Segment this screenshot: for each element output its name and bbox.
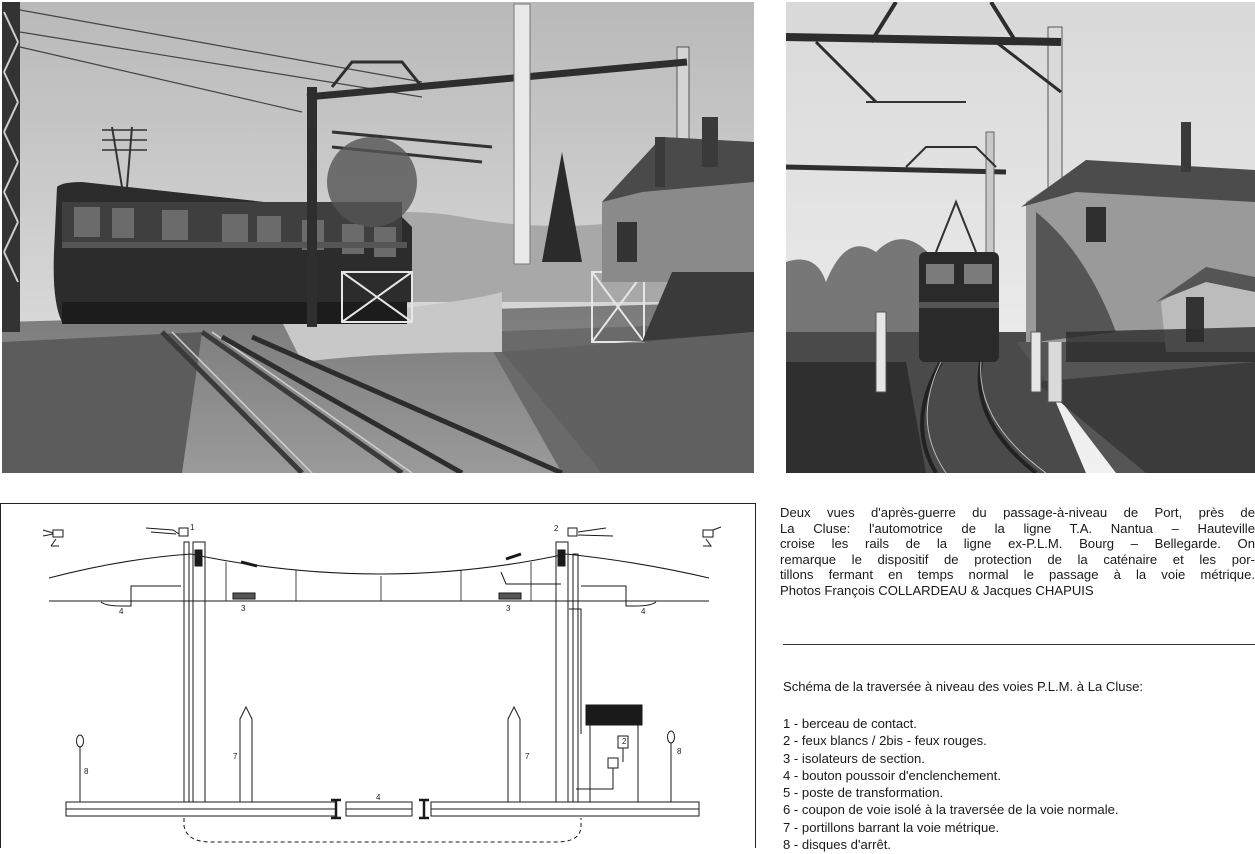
legend-item: 5 - poste de transformation. xyxy=(783,785,944,801)
legend-item: 7 - portillons barrant la voie métrique. xyxy=(783,819,1000,835)
legend-item: 6 - coupon de voie isolé à la traversée de la voie normale. xyxy=(783,802,1119,818)
mast-right xyxy=(501,542,581,802)
wire-insulator-left xyxy=(241,562,257,566)
label-1-left: 1 xyxy=(190,523,195,532)
label-3-left: 3 xyxy=(241,604,246,613)
photo-locomotive-crossing xyxy=(786,2,1255,473)
section-insulator-right xyxy=(499,593,521,599)
section-divider xyxy=(783,644,1255,645)
catenary-wire xyxy=(49,554,709,578)
wire-insulator-right xyxy=(506,554,521,559)
label-2-right: 2 xyxy=(554,524,559,533)
stop-disc-right xyxy=(668,731,675,802)
gate-post-left xyxy=(240,707,252,802)
legend-item: 2 - feux blancs / 2bis - feux rouges. xyxy=(783,733,987,749)
contact-cradle-left xyxy=(101,586,181,606)
caption-line: Deux vues d'après-guerre du passage-à-niveau de Port, près de xyxy=(780,505,1255,520)
caption-line: tillons fermant en temps normal le passage à la voie métrique. xyxy=(780,567,1255,582)
label-4-right: 4 xyxy=(641,607,646,616)
legend-list xyxy=(783,715,1255,853)
label-8-left: 8 xyxy=(84,767,89,776)
mast-head-left xyxy=(146,528,188,536)
label-2-hut: 2 xyxy=(622,737,627,746)
transformer-post xyxy=(576,705,642,802)
caption-line: remarque le dispositif de protection de la caténaire et les por- xyxy=(780,551,1255,567)
metric-track xyxy=(66,800,699,818)
mast-left xyxy=(184,542,205,802)
legend-item: 3 - isolateurs de section. xyxy=(783,750,925,766)
label-7-left: 7 xyxy=(233,752,238,761)
label-3-right: 3 xyxy=(506,604,511,613)
label-7-right: 7 xyxy=(525,752,530,761)
signal-top-left xyxy=(43,530,63,546)
photo-caption xyxy=(780,505,1255,598)
crossing-schematic xyxy=(0,503,756,848)
caption-line: croise les rails de la ligne ex-P.L.M. Bourg – Bellegarde. On xyxy=(780,536,1255,551)
label-4-left: 4 xyxy=(119,607,124,616)
legend-title: Schéma de la traversée à niveau des voies P.L.M. à La Cluse: xyxy=(783,679,1144,694)
label-8-right: 8 xyxy=(677,747,682,756)
stop-disc-left xyxy=(77,735,84,802)
photo-credit: Photos François COLLARDEAU & Jacques CHAPUIS xyxy=(780,582,1094,598)
photo-railcar-crossing xyxy=(2,2,754,473)
schematic-legend xyxy=(783,679,1255,853)
isolated-coupon-circuit xyxy=(184,818,581,842)
mast-head-right xyxy=(568,528,613,536)
signal-top-right xyxy=(703,527,721,546)
contact-cradle-right xyxy=(581,586,656,606)
gate-post-right xyxy=(508,707,520,802)
legend-item: 8 - disques d'arrêt. xyxy=(783,837,892,853)
caption-line: La Cluse: l'automotrice de la ligne T.A. Nantua – Hauteville xyxy=(780,520,1255,536)
section-insulator-left xyxy=(233,593,255,599)
legend-item: 4 - bouton poussoir d'enclenchement. xyxy=(783,767,1001,783)
label-6-center: 4 xyxy=(376,793,381,802)
legend-item: 1 - berceau de contact. xyxy=(783,716,917,731)
